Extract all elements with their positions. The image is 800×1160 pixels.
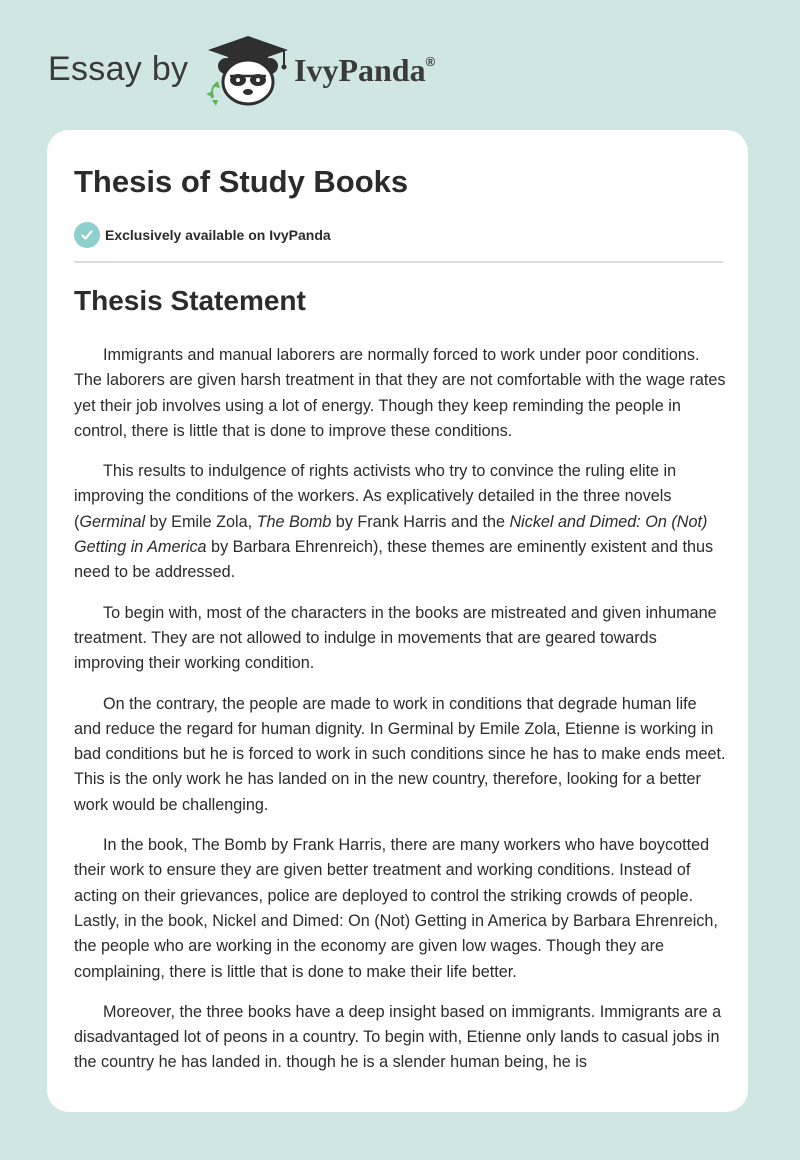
divider [74,261,723,263]
paragraph: Moreover, the three books have a deep insight based on immigrants. Immigrants are a disadvantaged lot of peons in a country. To begin with, Etienne only lands to casual jobs in the country he has landed in. though he is a slender human being, he is [74,1002,722,1072]
text-segment: by Frank Harris and the [331,512,510,531]
text-segment: by Barbara Ehrenreich), these themes are eminently existent and thus need to be addressed. [74,538,714,582]
book-title: The Bomb [256,512,332,531]
paragraph: On the contrary, the people are made to work in conditions that degrade human life and reduce the regard for human dignity. In Germinal by Emile Zola, Etienne is working in bad conditions but he is forced to work in such conditions since he has to make ends meet. This is the only work he has landed on in the new country, therefore, looking for a better work would be challenging. [74,694,726,814]
brand-name [294,52,435,89]
exclusive-badge-label: Exclusively available on IvyPanda [105,227,331,243]
check-circle-icon [74,222,100,248]
essay-by-label: Essay by [48,50,189,88]
text-segment: This results to indulgence of rights activists who try to convince the ruling elite in improving the conditions of the workers. As explicatively detailed in the three novels ( [74,462,677,531]
ivypanda-logo-icon[interactable] [198,32,298,106]
section-heading: Thesis Statement [74,285,306,316]
paragraph [74,459,726,585]
text-segment: by Emile Zola, [145,512,257,531]
paragraph: Immigrants and manual laborers are normally forced to work under poor conditions. The laborers are given harsh treatment in that they are not comfortable with the wage rates yet their job involves using a lot of energy. Though they keep reminding the people in control, there is little that is done to improve these conditions. [74,346,726,440]
site-header [48,30,548,110]
paragraph: To begin with, most of the characters in the books are mistreated and given inhumane treatment. They are not allowed to indulge in movements that are geared towards improving their working condition. [74,603,717,673]
brand-name-text: IvyPanda [294,52,426,88]
exclusive-badge [74,222,331,248]
page-title: Thesis of Study Books [74,164,409,199]
book-title: Germinal [79,512,146,531]
essay-body [74,343,726,1091]
essay-card [47,130,748,1112]
book-title: Nickel and Dimed: On (Not) Getting in America [74,512,708,557]
paragraph: In the book, The Bomb by Frank Harris, there are many workers who have boycotted their work to ensure they are given better treatment and working conditions. Instead of acting on their grievances, police are deployed to control the striking crowds of people. Lastly, in the book, Nickel and Dimed: On (Not) Getting in America by Barbara Ehrenreich, the people who are working in the economy are given low wages. Though they are complaining, there is little that is done to make their life better. [74,836,718,981]
registered-mark: ® [425,54,436,69]
